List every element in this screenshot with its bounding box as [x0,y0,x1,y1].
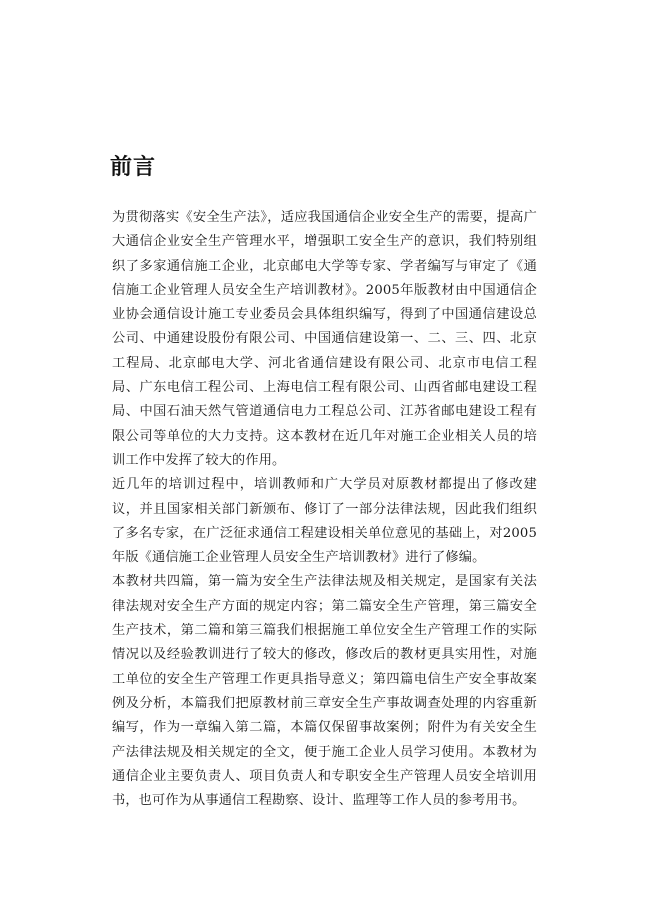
page-title: 前言 [110,155,157,180]
paragraph-2: 近几年的培训过程中，培训教师和广大学员对原教材都提出了修改建议，并且国家相关部门新颁布、修订了一部分法律法规，因此我们组织了多名专家，在广泛征求通信工程建设相关单位意见的基础上，对2005年版《通信施工企业管理人员安全生产培训教材》进行了修编。 [112,477,537,566]
paragraph-1: 为贯彻落实《安全生产法》，适应我国通信企业安全生产的需要，提高广大通信企业安全生产管理水平，增强职工安全生产的意识，我们特别组织了多家通信施工企业，北京邮电大学等专家、学者编写与审定了《通信施工企业管理人员安全生产培训教材》。2005年版教材由中国通信企业协会通信设计施工专业委员会具体组织编写，得到了中国通信建设总公司、中通建设股份有限公司、中国通信建设第一、二、三、四、北京工程局、北京邮电大学、河北省通信建设有限公司、北京市电信工程局、广东电信工程公司、上海电信工程有限公司、山西省邮电建设工程局、中国石油天然气管道通信电力工程总公司、江苏省邮电建设工程有限公司等单位的大力支持。这本教材在近几年对施工企业相关人员的培训工作中发挥了较大的作用。 [112,210,537,468]
preface-body [112,206,537,813]
paragraph-3: 本教材共四篇，第一篇为安全生产法律法规及相关规定，是国家有关法律法规对安全生产方面的规定内容；第二篇安全生产管理，第三篇安全生产技术，第二篇和第三篇我们根据施工单位安全生产管理工作的实际情况以及经验教训进行了较大的修改，修改后的教材更具实用性，对施工单位的安全生产管理工作更具指导意义；第四篇电信生产安全事故案例及分析，本篇我们把原教材前三章安全生产事故调查处理的内容重新编写，作为一章编入第二篇，本篇仅保留事故案例；附件为有关安全生产法律法规及相关规定的全文，便于施工企业人员学习使用。本教材为通信企业主要负责人、项目负责人和专职安全生产管理人员安全培训用书，也可作为从事通信工程勘察、设计、监理等工作人员的参考用书。 [112,574,537,809]
